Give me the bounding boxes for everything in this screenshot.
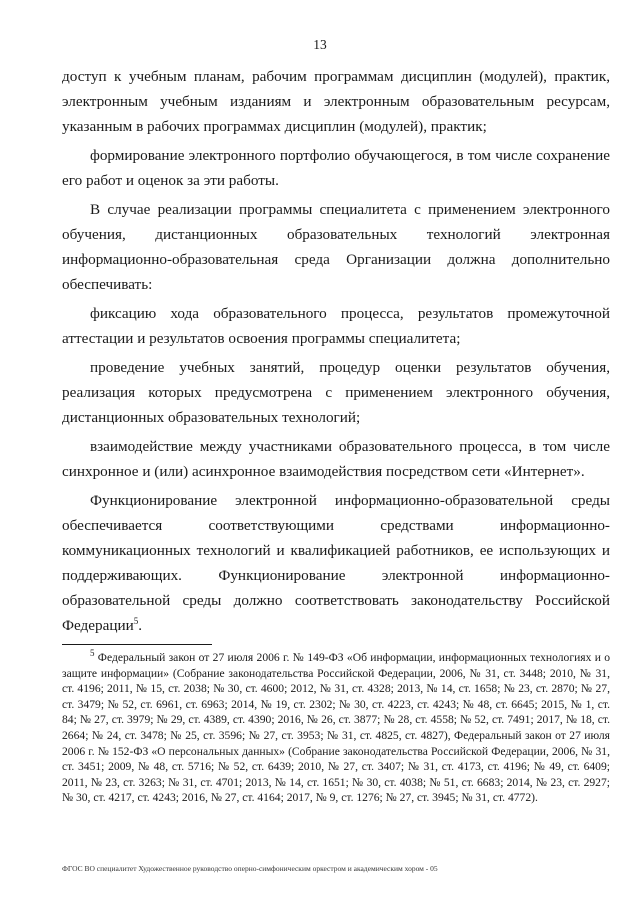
page-footer: ФГОС ВО специалитет Художественное руководство оперно-симфоническим оркестром и академическим хором - 05 [62,864,438,873]
paragraph-interaction: взаимодействие между участниками образовательного процесса, в том числе синхронное и (или) асинхронное взаимодействия посредством сети «Интернет». [62,438,610,480]
paragraph-portfolio: формирование электронного портфолио обучающегося, в том числе сохранение его работ и оценок за эти работы. [62,147,610,189]
footnote-reference: 5 [133,615,139,626]
paragraph-elearning-case: В случае реализации программы специалитета с применением электронного обучения, дистанционных образовательных технологий электронная информационно-образовательная среда Организации должна дополнительно обеспечивать: [62,201,610,293]
page-number: 13 [313,37,327,52]
paragraph-conducting-classes: проведение учебных занятий, процедур оценки результатов обучения, реализация которых предусмотрена с применением электронного обучения, дистанционных образовательных технологий; [62,359,610,426]
footnote-marker: 5 [90,648,95,659]
footnote-separator [62,644,212,645]
main-text [62,64,610,642]
paragraph-access-plans: доступ к учебным планам, рабочим программам дисциплин (модулей), практик, электронным учебным изданиям и электронным образовательным ресурсам, указанным в рабочих программах дисциплин (модулей), практик; [62,68,610,135]
paragraph-functioning-end: . [138,617,143,634]
paragraph-recording-progress: фиксацию хода образовательного процесса, результатов промежуточной аттестации и результатов освоения программы специалитета; [62,305,610,347]
footnote-text: Федеральный закон от 27 июля 2006 г. № 149-ФЗ «Об информации, информационных технологиях и о защите информации» (Собрание законодательства Российской Федерации, 2006, № 31, ст. 3448; 2010, № 31, ст. 4196; 2011, № 15, ст. 2038; № 30, ст. 4600; 2012, № 31, ст. 4328; 2013, № 14, ст. 1658; № 23, ст. 2870; № 27, ст. 3479; № 52, ст. 6961, ст. 6963; 2014, № 19, ст. 2302; № 30, ст. 4223, ст. 4243; № 48, ст. 6645; 2015, № 1, ст. 84; № 27, ст. 3979; № 29, ст. 4389, ст. 4390; 2016, № 26, ст. 3877; № 28, ст. 4558; № 52, ст. 7491; 2017, № 18, ст. 2664; № 24, ст. 3478; № 25, ст. 3596; № 27, ст. 3953; № 31, ст. 4825, ст. 4827), Федеральный закон от 27 июля 2006 г. № 152-ФЗ «О персональных данных» (Собрание законодательства Российской Федерации, 2006, № 31, ст. 3451; 2009, № 48, ст. 5716; № 52, ст. 6439; 2010, № 27, ст. 3407; № 31, ст. 4173, ст. 4196; № 49, ст. 6409; 2011, № 23, ст. 3263; № 31, ст. 4701; 2013, № 14, ст. 1651; № 30, ст. 4038; № 51, ст. 6683; 2014, № 23, ст. 2927; № 30, ст. 4217, ст. 4243; 2016, № 27, ст. 4164; 2017, № 9, ст. 1276; № 27, ст. 3945; № 31, ст. 4772). [62,651,610,805]
paragraph-functioning [62,488,610,638]
paragraph-functioning-text: Функционирование электронной информационно-образовательной среды обеспечивается соответствующими средствами информационно-коммуникационных технологий и квалификацией работников, ее использующих и поддерживающих. Функционирование электронной информационно-образовательной среды должно соответствовать законодательству Российской Федерации [62,492,610,634]
footnote [62,650,610,806]
